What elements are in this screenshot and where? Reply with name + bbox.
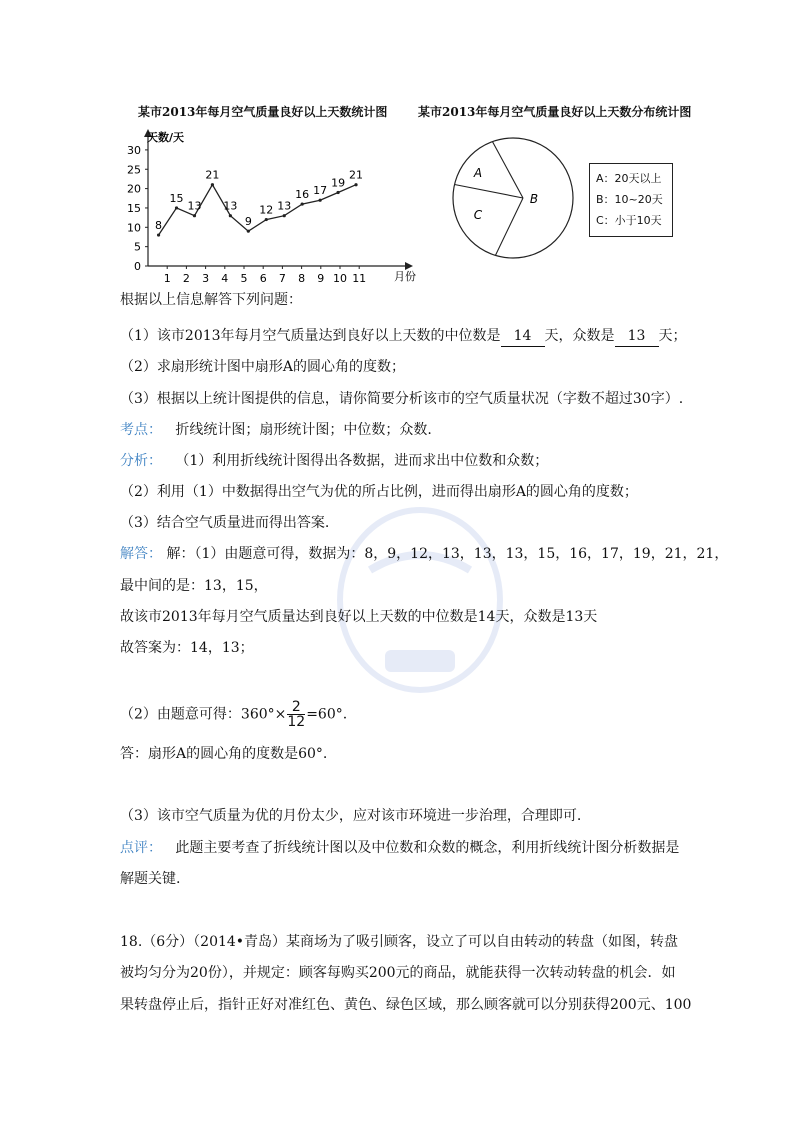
pie-slice-label: B	[529, 192, 539, 206]
line-point	[193, 214, 196, 217]
x-tick-label: 6	[259, 272, 267, 285]
x-tick-label: 1	[163, 272, 171, 285]
jieda-5: （2）由题意可得：360°× $\frac{2}{12}$ =60°.	[120, 699, 348, 730]
x-tick-label: 4	[221, 272, 229, 285]
answer-mode: 13	[615, 326, 659, 347]
pie-slice-label: A	[473, 166, 483, 180]
fenxi-3: （3）结合空气质量进而得出答案.	[120, 515, 330, 531]
question-3: （3）根据以上统计图提供的信息，请你简要分析该市的空气质量状况（字数不超过30字）.	[120, 391, 684, 407]
line-point	[265, 218, 268, 221]
pie-chart	[450, 135, 580, 265]
line-data-labels	[155, 169, 363, 232]
line-chart-title: 某市2013年每月空气质量良好以上天数统计图	[138, 105, 388, 119]
x-tick-label: 10	[333, 272, 347, 285]
line-point	[283, 214, 286, 217]
line-data-label: 13	[277, 199, 292, 213]
line-point	[301, 202, 304, 205]
line-data-label: 17	[313, 184, 328, 198]
fenxi-1: 分析： （1）利用折线统计图得出各数据，进而求出中位数和众数；	[120, 453, 549, 469]
line-data-label: 16	[295, 188, 310, 202]
x-axis-label: 月份	[394, 270, 416, 283]
question-1: （1）该市2013年每月空气质量达到良好以上天数的中位数是 14 天，众数是 13 天；	[120, 326, 687, 347]
jieda-4: 故答案为：14，13；	[120, 640, 254, 656]
jieda-3: 故该市2013年每月空气质量达到良好以上天数的中位数是14天，众数是13天	[120, 609, 598, 625]
x-tick-label: 7	[278, 272, 286, 285]
legend-item-c: C：小于10天	[596, 214, 662, 227]
q18-line-3: 果转盘停止后，指针正好对准红色、黄色、绿色区域，那么顾客就可以分别获得200元、100	[120, 997, 692, 1013]
dianping-1: 点评： 此题主要考查了折线统计图以及中位数和众数的概念，利用折线统计图分析数据是	[120, 840, 680, 856]
line-point	[247, 230, 250, 233]
line-data-label: 12	[259, 203, 274, 217]
x-tick-label: 9	[317, 272, 325, 285]
jieda-1: 解答： 解：（1）由题意可得，数据为：8，9，12，13，13，13，15，16，17，19，21，21，	[120, 546, 729, 562]
line-data-label: 13	[187, 199, 202, 213]
jieda-7: （3）该市空气质量为优的月份太少，应对该市环境进一步治理，合理即可.	[120, 808, 582, 824]
line-point	[319, 199, 322, 202]
dianping-2: 解题关键.	[120, 871, 181, 887]
line-data-label: 15	[169, 191, 184, 205]
x-tick-label: 3	[202, 272, 210, 285]
x-axis-arrow	[405, 262, 413, 270]
q18-line-1: 18.（6分）（2014•青岛）某商场为了吸引顾客，设立了可以自由转动的转盘（如图，转盘	[120, 934, 679, 950]
legend-item-b: B：10~20天	[596, 193, 663, 206]
line-data-label: 21	[349, 168, 364, 182]
y-tick-label: 25	[127, 163, 141, 177]
pie-circle	[453, 138, 573, 258]
pie-chart-title: 某市2013年每月空气质量良好以上天数分布统计图	[418, 105, 692, 119]
intro-text: 根据以上信息解答下列问题：	[120, 292, 302, 308]
y-tick-label: 30	[127, 143, 141, 157]
pie-slice-label: C	[473, 208, 483, 222]
watermark-logo	[330, 500, 510, 700]
x-tick-label: 2	[182, 272, 190, 285]
answer-median: 14	[501, 326, 545, 347]
line-point	[229, 214, 232, 217]
pie-legend	[589, 163, 673, 237]
y-tick-label: 15	[127, 201, 141, 215]
x-tick-label: 5	[240, 272, 248, 285]
x-tick-label: 8	[298, 272, 306, 285]
fenxi-2: （2）利用（1）中数据得出空气为优的所占比例，进而得出扇形A的圆心角的度数；	[120, 484, 638, 500]
x-tick-label: 11	[352, 272, 367, 285]
fraction: $\frac{2}{12}$	[287, 699, 306, 730]
line-data-label: 19	[331, 176, 346, 190]
jieda-2: 最中间的是：13，15，	[120, 578, 268, 594]
line-point	[336, 191, 339, 194]
jieda-6: 答：扇形A的圆心角的度数是60°.	[120, 746, 328, 762]
y-tick-label: 10	[127, 221, 141, 235]
y-tick-label: 20	[127, 182, 141, 196]
line-point	[157, 233, 160, 236]
line-point	[175, 206, 178, 209]
line-point	[211, 183, 214, 186]
line-data-label: 9	[244, 215, 252, 229]
line-data-label: 8	[155, 219, 163, 233]
legend-item-a: A：20天以上	[596, 172, 662, 185]
line-data-label: 13	[223, 199, 238, 213]
kaodian: 考点： 折线统计图；扇形统计图；中位数；众数.	[120, 422, 432, 438]
y-tick-label: 5	[134, 240, 141, 254]
line-data-label: 21	[205, 168, 220, 182]
y-axis-label: 天数/天	[147, 131, 185, 144]
line-point	[354, 183, 357, 186]
line-chart	[105, 125, 435, 285]
y-tick-label: 0	[134, 260, 141, 273]
question-2: （2）求扇形统计图中扇形A的圆心角的度数；	[120, 359, 406, 375]
q18-line-2: 被均匀分为20份），并规定：顾客每购买200元的商品，就能获得一次转动转盘的机会．如	[120, 965, 676, 981]
